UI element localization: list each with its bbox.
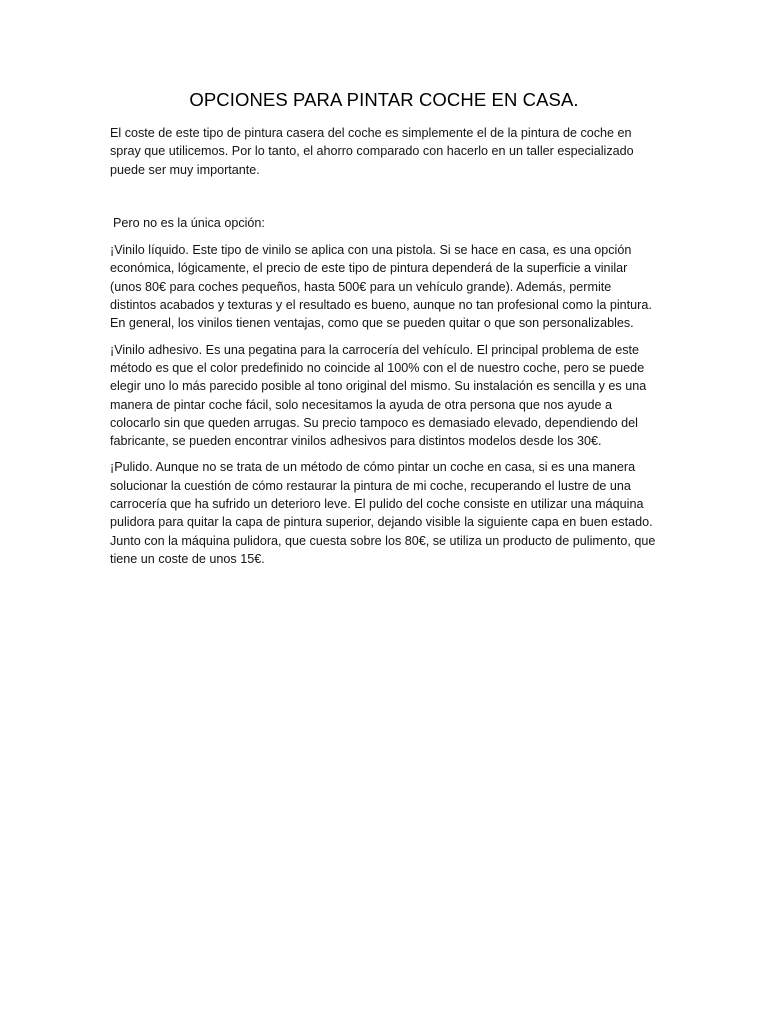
lead-paragraph: Pero no es la única opción:	[113, 215, 265, 230]
option-paragraph-adhesive-vinyl: ¡Vinilo adhesivo. Es una pegatina para la carrocería del vehículo. El principal problema de este método es que el color predefinido no coincide al 100% con el de nuestro coche, pero se puede elegir uno lo más parecido posible al tono original del mismo. Su instalación es sencilla y es una manera de pintar coche fácil, solo necesitamos la ayuda de otra persona que nos ayude a colocarlo sin que queden arrugas. Su precio tampoco es demasiado elevado, dependiendo del fabricante, se pueden encontrar vinilos adhesivos para distintos modelos desde los 30€.	[110, 342, 647, 449]
page-title: OPCIONES PARA PINTAR COCHE EN CASA.	[189, 89, 579, 110]
intro-paragraph: El coste de este tipo de pintura casera del coche es simplemente el de la pintura de coche en spray que utilicemos. Por lo tanto, el ahorro comparado con hacerlo en un taller especializado puede ser muy importante.	[110, 126, 634, 177]
option-paragraph-liquid-vinyl: ¡Vinilo líquido. Este tipo de vinilo se aplica con una pistola. Si se hace en casa, es una opción económica, lógicamente, el precio de este tipo de pintura dependerá de la superficie a vinilar (unos 80€ para coches pequeños, hasta 500€ para un vehículo grande). Además, permite distintos acabados y texturas y el resultado es bueno, aunque no tan profesional como la pintura. En general, los vinilos tienen ventajas, como que se pueden quitar o que son personalizables.	[110, 243, 652, 331]
option-paragraph-polishing: ¡Pulido. Aunque no se trata de un método de cómo pintar un coche en casa, si es una manera solucionar la cuestión de cómo restaurar la pintura de mi coche, recuperando el lustre de una carrocería que ha sufrido un deterioro leve. El pulido del coche consiste en utilizar una máquina pulidora para quitar la capa de pintura superior, dejando visible la siguiente capa en buen estado. Junto con la máquina pulidora, que cuesta sobre los 80€, se utiliza un producto de pulimento, que tiene un coste de unos 15€.	[110, 460, 656, 566]
document-body	[110, 88, 658, 576]
